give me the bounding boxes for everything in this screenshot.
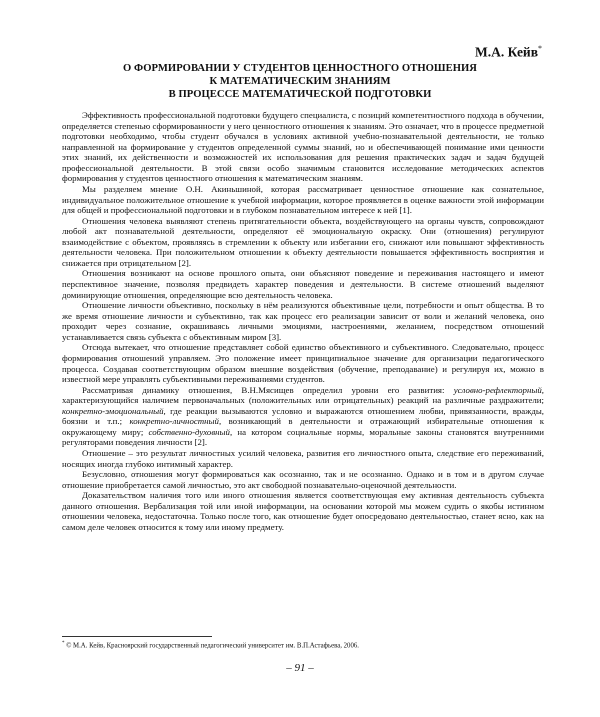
paragraph: Отношения возникают на основе прошлого опыта, они объясняют поведение и переживания настоящего и имеют перспективное значение, позволяя предвидеть характер поведения и деятельности. В системе отношений выделяют доминирующие отношения, определяющие всю деятельность человека. <box>62 268 544 300</box>
title-line-3: В ПРОЦЕССЕ МАТЕМАТИЧЕСКОЙ ПОДГОТОВКИ <box>168 89 432 100</box>
article-body <box>62 110 544 533</box>
title-line-2: К МАТЕМАТИЧЕСКИМ ЗНАНИЯМ <box>209 76 391 87</box>
paragraph: Безусловно, отношения могут формироваться как осознанно, так и не осознанно. Однако и в том и в другом случае отношение приобретается самой личностью, это акт свободной познавательно-оценочной деятельности. <box>62 469 544 490</box>
paragraph: Доказательством наличия того или иного отношения является соответствующая ему активная деятельность субъекта данного отношения. Вербализация той или иной информации, на основании которой мы можем судить о якобы истинном отношении человека, недостаточна. Только после того, как отношение будет опосредовано деятельностью, станет ясно, как на самом деле человек относится к тому или иному предмету. <box>62 490 544 532</box>
footnote-rule <box>62 636 212 637</box>
paragraph: Отношение личности объективно, поскольку в нём реализуются объективные цели, потребности и опыт общества. В то же время отношение личности и субъективно, так как процесс его реализации зависит от воли и желаний человека, оно проходит через сознание, окрашиваясь личными эмоциями, настроениями, желанием, посредством отношений устанавливается связь субъекта с объективным миром [3]. <box>62 300 544 342</box>
page-number: – 91 – <box>286 662 314 674</box>
term-italic: условно-рефлекторный <box>453 384 542 395</box>
term-italic: конкретно-личностный <box>129 416 219 427</box>
term-italic: собственно-духовный <box>148 426 230 437</box>
paragraph: Отсюда вытекает, что отношение представляет собой единство объективного и субъективного. Следовательно, процесс формирования отношений управляем. Это положение имеет принципиальное значение для организации педагогического процесса. Создавая соответствующим образом внешние воздействия (обучение, преподавание) и регулируя их, можно в известной мере управлять субъективными переживаниями студентов. <box>62 342 544 385</box>
article-title <box>0 62 600 101</box>
paragraph: Отношения человека выявляют степень притягательности объекта, воздействующего на органы чувств, сопровождают любой акт познавательной деятельности, определяют её эмоциональную окраску. Они (отношения) регулируют взаимодействие с объектом, проявляясь в стремлении к объекту или избегании его, снижают или повышают эффективность деятельности человека. При положительном отношении к объекту деятельности повышается эффективность восприятия и снижается при отрицательном [2]. <box>62 215 544 268</box>
footnote-marker: * <box>538 44 542 53</box>
footnote: * © М.А. Кейв, Красноярский государственный педагогический университет им. В.П.Астафьева, 2006. <box>62 641 359 650</box>
paragraph: Эффективность профессиональной подготовки будущего специалиста, с позиций компетентностного подхода в обучении, определяется степенью сформированности у него ценностного отношения к знаниям. Это означает, что в процессе предметной подготовки необходимо, чтобы студент обучался в условиях активной учебно-познавательной деятельности, не только направленной на формирование у студентов определенной суммы знаний, но и обеспечивающей понимание ими ценности этих знаний, их действенности и возможностей их использования для решения практических задач и задач будущей профессиональной деятельности. В этой связи особо значимым становится исследование методических аспектов формирования у студентов ценностного отношения к математическим знаниям. <box>62 110 544 184</box>
title-line-1: О ФОРМИРОВАНИИ У СТУДЕНТОВ ЦЕННОСТНОГО ОТНОШЕНИЯ <box>123 63 477 74</box>
paragraph-dynamics: Рассматривая динамику отношения, В.Н.Мясищев определил уровни его развития: условно-рефлекторный, характеризующийся наличием первоначальных (положительных или отрицательных) реакций на различные раздражители; конкретно-эмоциональный, где реакции вызываются условно и выражаются отношением любви, привязанности, вражды, боязни и т.п.; конкретно-личностный, возникающий в деятельности и отражающий избирательные отношения к окружающему миру; собственно-духовный, на котором социальные нормы, моральные законы становятся внутренними регуляторами поведения личности [2]. <box>62 384 545 448</box>
paragraph: Мы разделяем мнение О.Н. Акиньшиной, которая рассматривает ценностное отношение как сознательное, индивидуальное положительное отношение к учебной информации, которое проявляется в оценке важности этой информации для общей и профессиональной подготовки и в глубоком познавательном интересе к ней [1]. <box>62 183 544 216</box>
term-italic: конкретно-эмоциональный <box>62 405 164 416</box>
paragraph: Отношение – это результат личностных усилий человека, развития его личностного опыта, следствие его переживаний, носящих иногда глубоко интимный характер. <box>62 448 544 469</box>
author-name: М.А. Кейв* <box>475 44 542 60</box>
